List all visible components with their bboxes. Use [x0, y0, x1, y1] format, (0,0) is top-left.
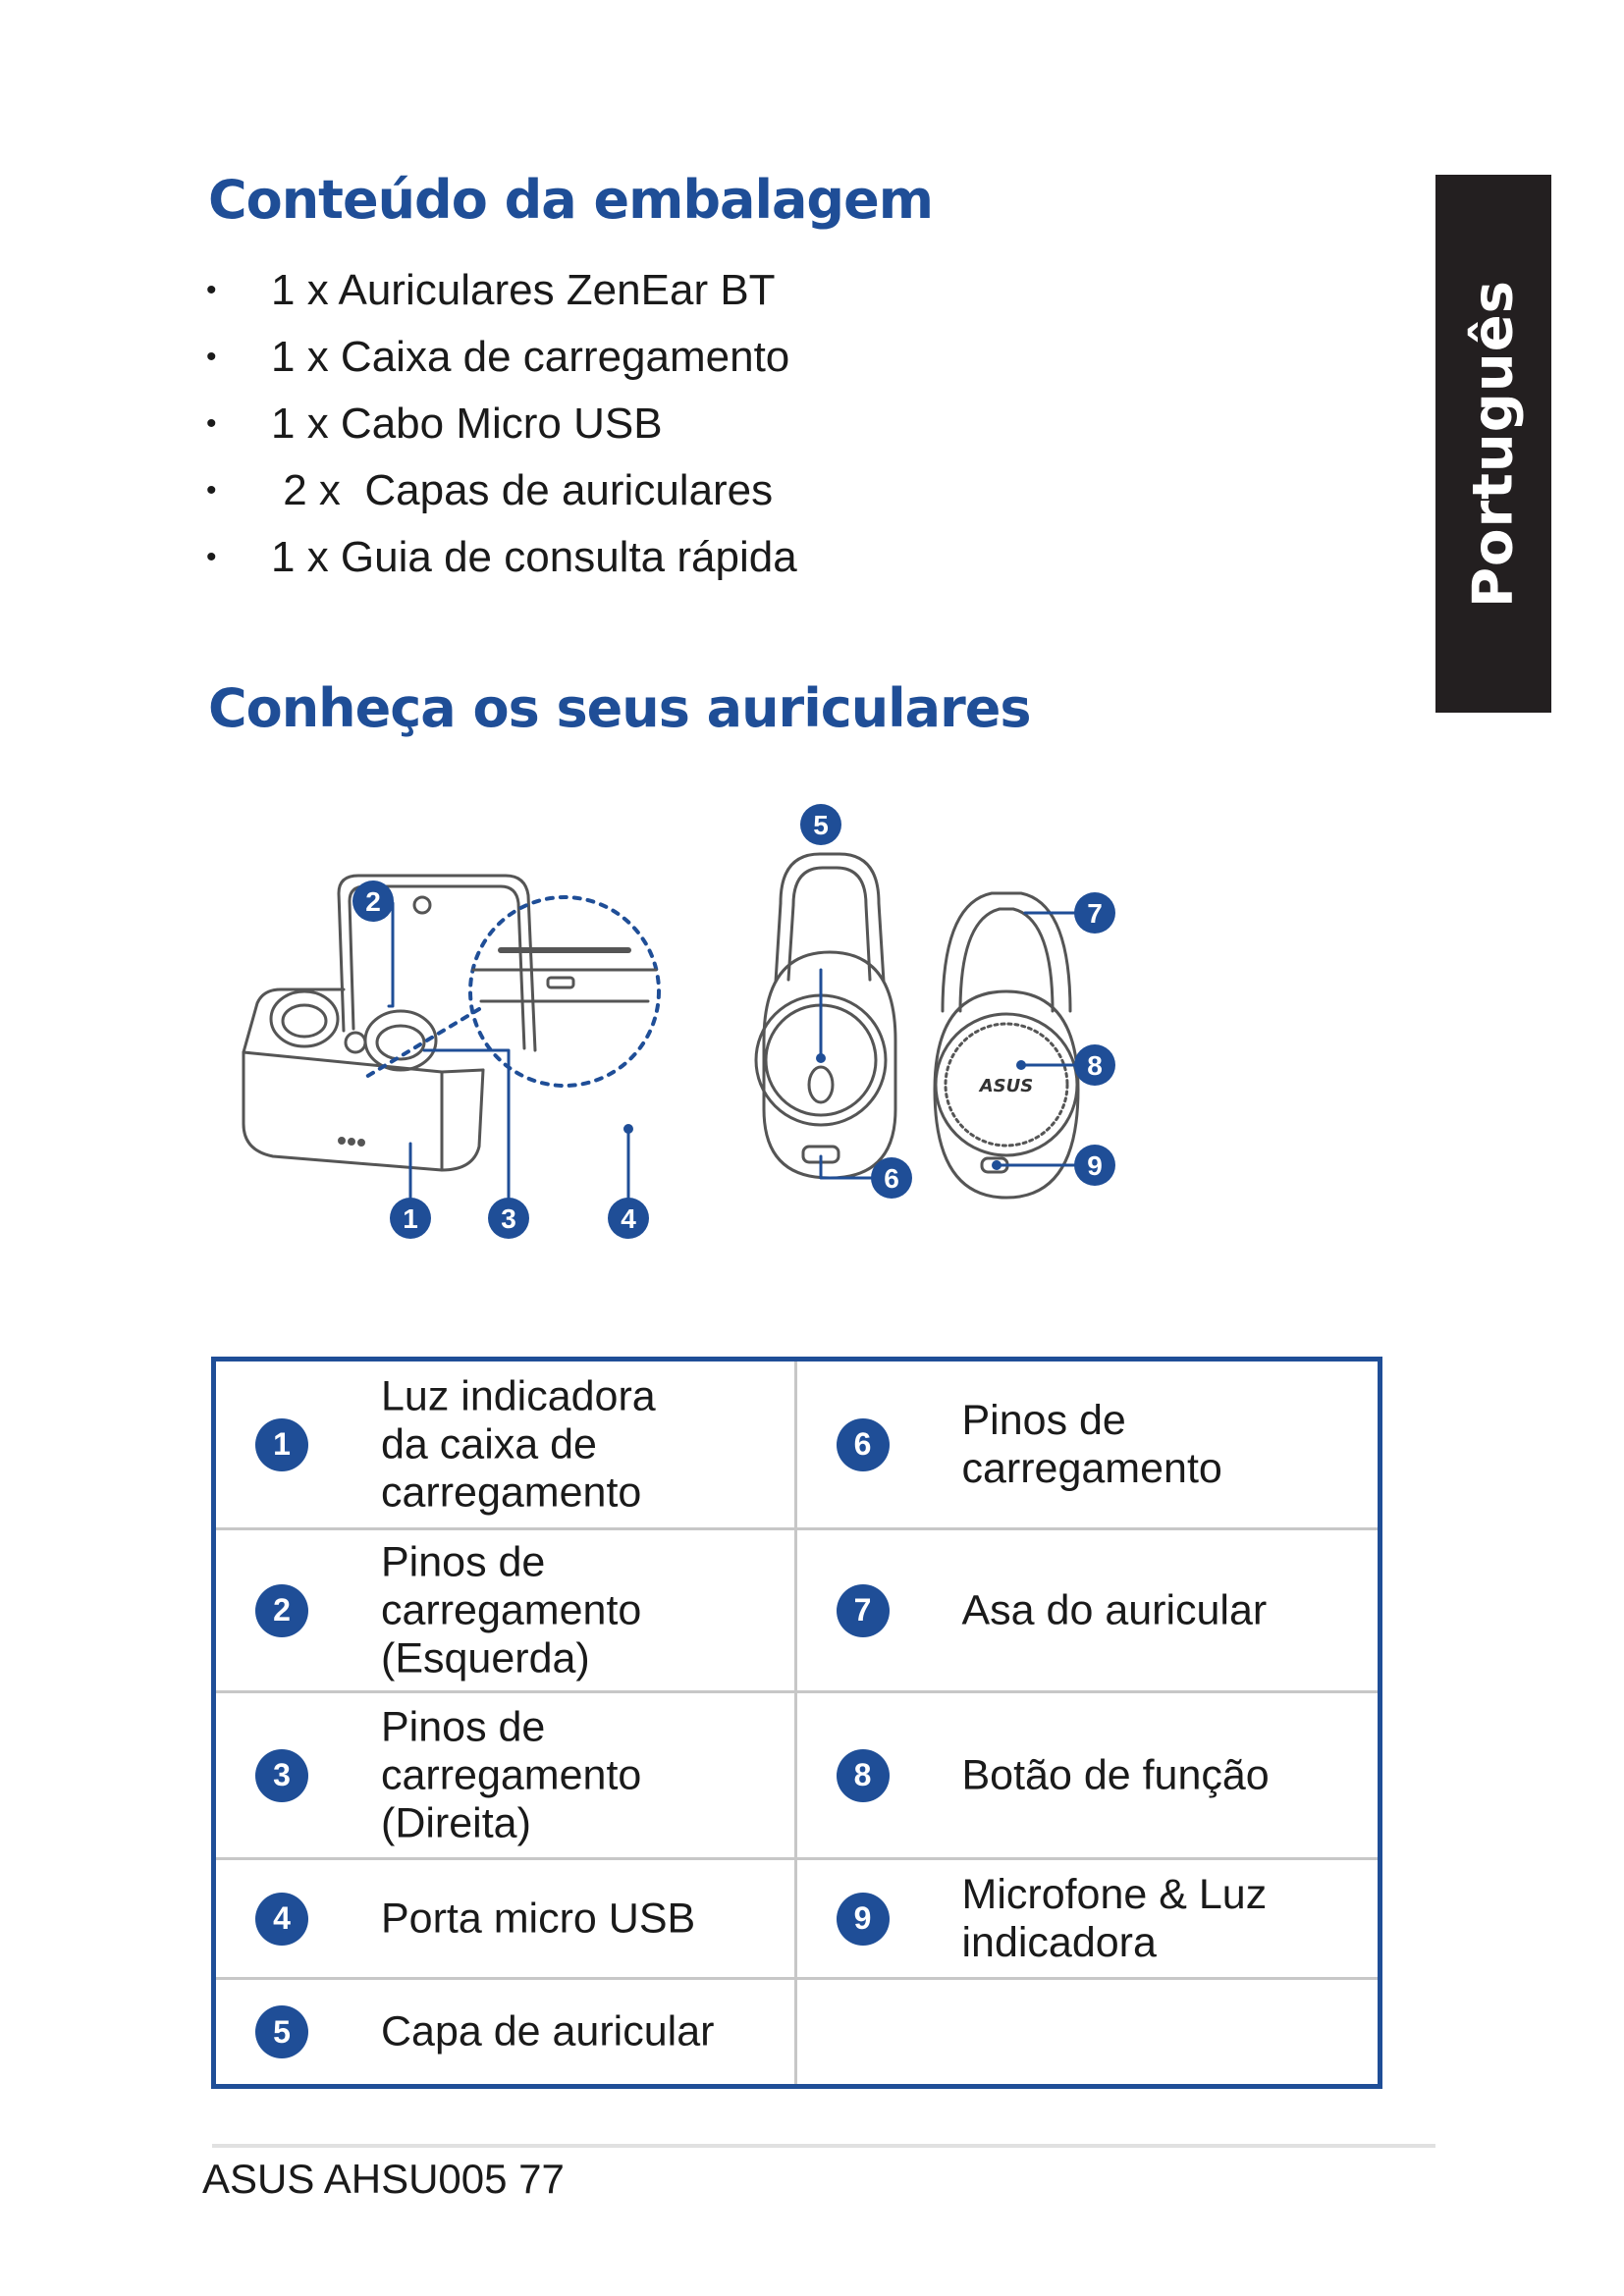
callout-7 — [1074, 892, 1115, 934]
part-number-badge: 4 — [255, 1893, 308, 1946]
part-label: Pinos de carregamento (Direita) — [381, 1703, 642, 1846]
part-number-badge: 6 — [837, 1418, 890, 1471]
asus-logo: ASUS — [979, 1076, 1034, 1096]
part-number-badge: 7 — [837, 1584, 890, 1637]
charging-case-illustration — [244, 876, 535, 1170]
part-number-badge: 2 — [255, 1584, 308, 1637]
part-number-badge: 8 — [837, 1749, 890, 1802]
bullet-icon: • — [206, 274, 217, 306]
svg-text:5: 5 — [813, 810, 829, 840]
table-cell-empty — [797, 1980, 1379, 2084]
part-label: Microfone & Luz indicadora — [961, 1870, 1268, 1966]
table-cell — [216, 1530, 797, 1693]
bullet-icon: • — [206, 474, 217, 507]
bullet-icon: • — [206, 407, 217, 440]
section-title-know-your-earphones: Conheça os seus auriculares — [208, 677, 1031, 739]
footer-divider — [212, 2144, 1435, 2148]
language-tab-label: Português — [1461, 279, 1526, 609]
section-title-package-contents: Conteúdo da embalagem — [208, 169, 933, 231]
part-number-badge: 3 — [255, 1749, 308, 1802]
svg-text:4: 4 — [621, 1203, 636, 1234]
table-cell — [216, 1980, 797, 2084]
callout-9 — [1074, 1145, 1115, 1186]
bullet-icon: • — [206, 541, 217, 573]
package-contents-list — [206, 257, 1090, 591]
earbud-back-illustration — [935, 893, 1078, 1198]
part-number-badge: 9 — [837, 1893, 890, 1946]
svg-text:7: 7 — [1087, 898, 1103, 929]
parts-table — [211, 1357, 1382, 2089]
svg-text:6: 6 — [884, 1163, 899, 1194]
part-label: Luz indicadora da caixa de carregamento — [381, 1372, 656, 1516]
earphones-diagram — [196, 785, 1414, 1296]
table-cell — [216, 1860, 797, 1980]
bullet-icon: • — [206, 341, 217, 373]
callout-3 — [488, 1198, 529, 1239]
list-item — [206, 524, 1090, 591]
language-tab — [1435, 175, 1551, 713]
list-item-text: 1 x Guia de consulta rápida — [271, 533, 797, 581]
list-item — [206, 457, 1090, 524]
callout-1 — [390, 1198, 431, 1239]
list-item-text: 2 x Capas de auriculares — [271, 466, 774, 514]
list-item-text: 1 x Caixa de carregamento — [271, 333, 790, 381]
table-cell — [797, 1693, 1379, 1860]
table-cell — [216, 1362, 797, 1530]
table-cell — [216, 1693, 797, 1860]
svg-text:9: 9 — [1087, 1150, 1103, 1181]
part-label: Capa de auricular — [381, 2007, 715, 2056]
list-item-text: 1 x Auriculares ZenEar BT — [271, 266, 776, 314]
part-label: Pinos de carregamento (Esquerda) — [381, 1538, 642, 1682]
part-label: Pinos de carregamento — [961, 1396, 1222, 1492]
part-number-badge: 5 — [255, 2005, 308, 2058]
table-cell — [797, 1860, 1379, 1980]
table-cell — [797, 1530, 1379, 1693]
part-label: Porta micro USB — [381, 1895, 696, 1942]
list-item — [206, 391, 1090, 457]
list-item — [206, 257, 1090, 324]
svg-text:8: 8 — [1087, 1050, 1103, 1081]
list-item — [206, 324, 1090, 391]
list-item-text: 1 x Cabo Micro USB — [271, 400, 663, 448]
svg-text:1: 1 — [403, 1203, 418, 1234]
callout-6 — [871, 1157, 912, 1199]
part-label: Botão de função — [961, 1751, 1270, 1798]
svg-text:2: 2 — [365, 886, 381, 917]
part-label: Asa do auricular — [961, 1586, 1268, 1633]
earbud-front-illustration — [756, 854, 895, 1178]
callout-2 — [352, 881, 394, 922]
callout-8 — [1074, 1044, 1115, 1086]
callout-5 — [800, 804, 841, 845]
svg-text:3: 3 — [501, 1203, 516, 1234]
part-number-badge: 1 — [255, 1418, 308, 1471]
footer-page-label: ASUS AHSU005 77 — [202, 2156, 565, 2202]
callout-4 — [608, 1198, 649, 1239]
table-cell — [797, 1362, 1379, 1530]
